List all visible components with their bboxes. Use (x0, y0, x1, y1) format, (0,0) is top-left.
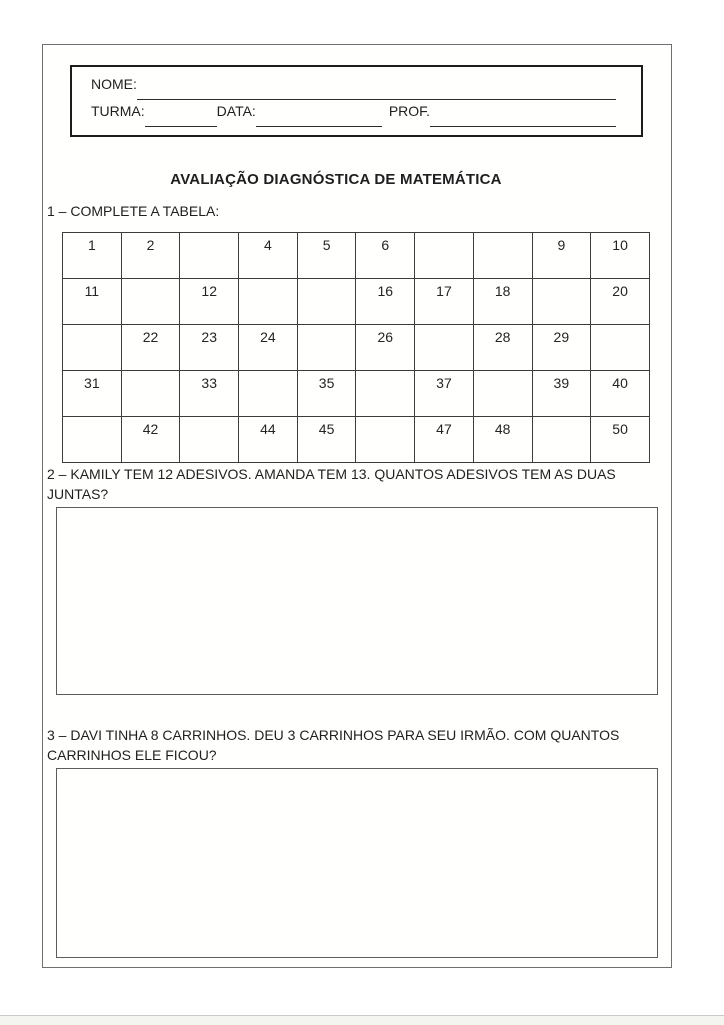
table-cell-blank (532, 417, 591, 463)
table-cell-filled: 18 (473, 279, 532, 325)
question-2-line1: 2 – KAMILY TEM 12 ADESIVOS. AMANDA TEM 13. QUANTOS ADESIVOS TEM AS DUAS (47, 466, 616, 482)
table-cell-filled: 44 (239, 417, 298, 463)
table-cell-filled: 48 (473, 417, 532, 463)
table-cell-filled: 29 (532, 325, 591, 371)
question-1-label: 1 – COMPLETE A TABELA: (47, 203, 220, 219)
turma-blank-line (145, 110, 217, 127)
turma-label: TURMA: (91, 103, 145, 119)
table-cell-filled: 50 (591, 417, 650, 463)
worksheet-page (42, 44, 672, 968)
data-blank-line (256, 110, 382, 127)
table-cell-filled: 16 (356, 279, 415, 325)
table-cell-filled: 1 (63, 233, 122, 279)
table-cell-filled: 2 (121, 233, 180, 279)
table-cell-filled: 24 (239, 325, 298, 371)
table-cell-filled: 11 (63, 279, 122, 325)
nome-blank-line (137, 83, 616, 100)
table-cell-filled: 20 (591, 279, 650, 325)
question-3-line1: 3 – DAVI TINHA 8 CARRINHOS. DEU 3 CARRINHOS PARA SEU IRMÃO. COM QUANTOS (47, 727, 620, 743)
table-cell-filled: 39 (532, 371, 591, 417)
table-cell-filled: 45 (297, 417, 356, 463)
table-cell-filled: 9 (532, 233, 591, 279)
page-title: AVALIAÇÃO DIAGNÓSTICA DE MATEMÁTICA (170, 171, 502, 188)
table-cell-blank (591, 325, 650, 371)
question-3-answer-box (56, 768, 658, 958)
table-cell-filled: 5 (297, 233, 356, 279)
question-2-line2: JUNTAS? (47, 486, 109, 502)
table-row (63, 325, 650, 371)
table-cell-blank (532, 279, 591, 325)
table-cell-filled: 10 (591, 233, 650, 279)
table-row (63, 371, 650, 417)
table-cell-filled: 6 (356, 233, 415, 279)
question-2-answer-box (56, 507, 658, 695)
table-cell-filled: 23 (180, 325, 239, 371)
table-cell-filled: 33 (180, 371, 239, 417)
table-cell-blank (121, 279, 180, 325)
prof-blank-line (430, 110, 616, 127)
table-cell-filled: 17 (415, 279, 474, 325)
number-table (62, 232, 650, 463)
table-cell-filled: 40 (591, 371, 650, 417)
number-table-body (63, 233, 650, 463)
nome-row (91, 76, 616, 100)
table-row (63, 417, 650, 463)
table-cell-blank (356, 417, 415, 463)
table-cell-filled: 35 (297, 371, 356, 417)
table-cell-filled: 42 (121, 417, 180, 463)
table-cell-filled: 26 (356, 325, 415, 371)
question-3-text (47, 725, 669, 765)
table-cell-filled: 4 (239, 233, 298, 279)
table-cell-blank (121, 371, 180, 417)
table-cell-filled: 31 (63, 371, 122, 417)
student-info-header-box (70, 65, 643, 137)
nome-label: NOME: (91, 76, 137, 92)
question-2-text (47, 464, 669, 504)
table-cell-blank (415, 233, 474, 279)
table-cell-filled: 47 (415, 417, 474, 463)
table-cell-blank (239, 279, 298, 325)
table-cell-filled: 22 (121, 325, 180, 371)
table-cell-filled: 12 (180, 279, 239, 325)
table-cell-blank (473, 233, 532, 279)
table-cell-filled: 37 (415, 371, 474, 417)
question-3-line2: CARRINHOS ELE FICOU? (47, 747, 217, 763)
table-row (63, 233, 650, 279)
table-cell-blank (180, 417, 239, 463)
table-cell-blank (356, 371, 415, 417)
table-cell-blank (473, 371, 532, 417)
data-label: DATA: (216, 103, 256, 119)
table-cell-blank (297, 325, 356, 371)
table-cell-blank (415, 325, 474, 371)
table-cell-blank (63, 325, 122, 371)
table-cell-blank (239, 371, 298, 417)
table-cell-filled: 28 (473, 325, 532, 371)
table-cell-blank (297, 279, 356, 325)
turma-data-prof-row (91, 103, 616, 127)
prof-label: PROF. (388, 103, 431, 119)
table-cell-blank (63, 417, 122, 463)
table-row (63, 279, 650, 325)
table-cell-blank (180, 233, 239, 279)
